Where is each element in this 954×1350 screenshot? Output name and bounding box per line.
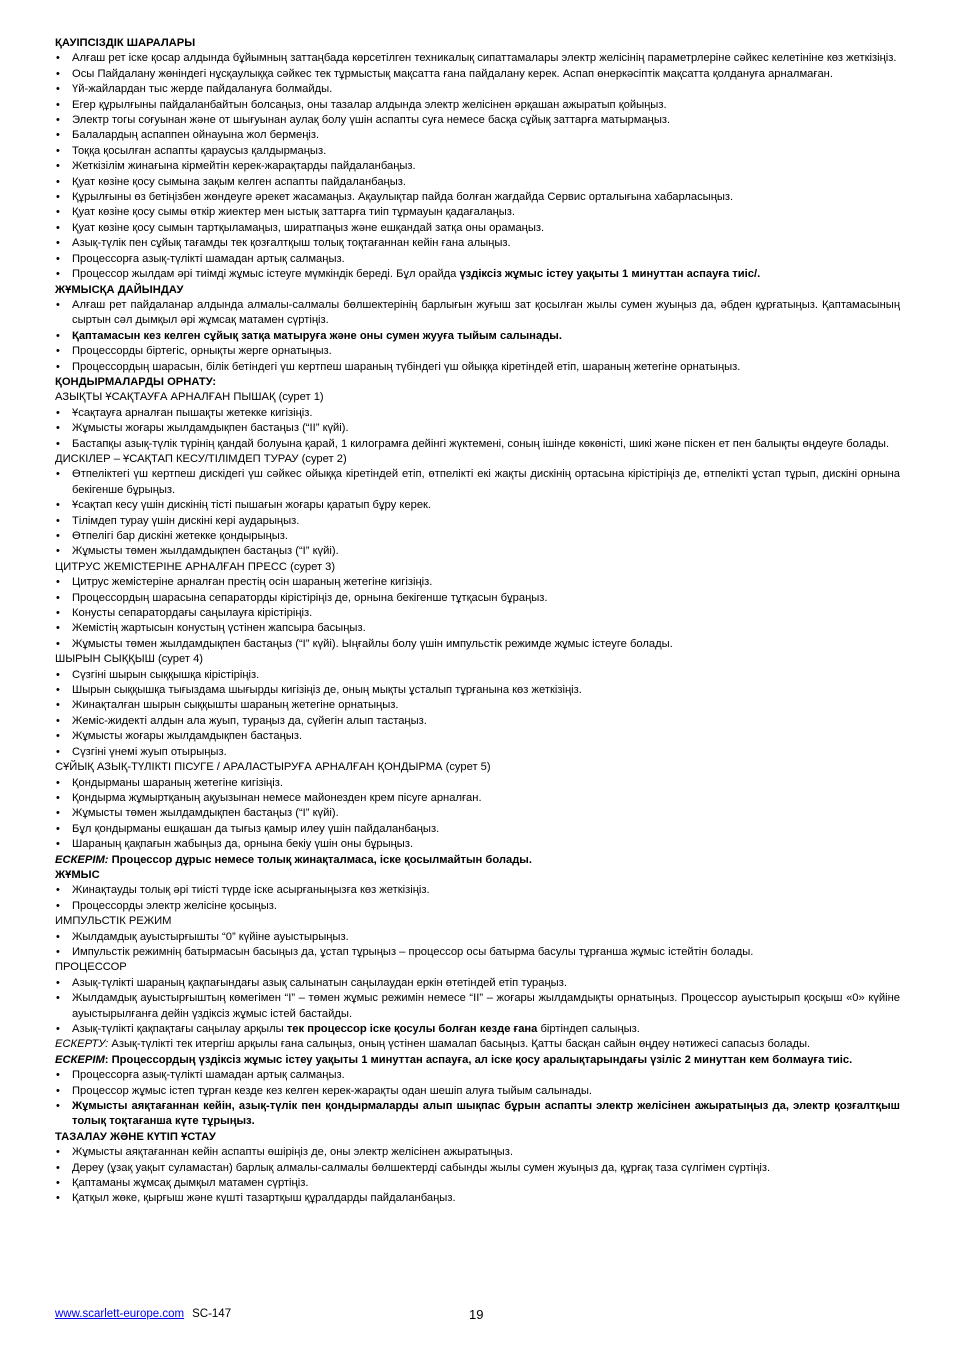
note-paragraph <box>55 853 900 868</box>
list-item <box>55 822 900 837</box>
list-item <box>55 1084 900 1099</box>
text-run: Азық-түлік пен сұйық тағамды тек қозғалтқыш толық тоқтағаннан кейін ғана алыңыз. <box>72 237 511 250</box>
text-run: Процессорды біртегіс, орнықты жерге орнатыңыз. <box>72 345 332 358</box>
list-item <box>55 529 900 544</box>
text-run: Өтпелігі бар дискіні жетекке қондырыңыз. <box>72 530 289 542</box>
list-item <box>55 745 900 760</box>
list-item <box>55 544 900 559</box>
text-run: Процессор дұрыс немесе толық жинақталмаса, іске қосылмайтын болады. <box>108 853 532 866</box>
section-heading: ЖҰМЫС <box>55 868 100 881</box>
list-item <box>55 252 900 267</box>
text-run: Жұмысты жоғары жылдамдықпен бастаңыз. <box>72 730 303 743</box>
bullet-list <box>55 668 900 760</box>
list-item <box>55 976 900 991</box>
subsection-heading: АЗЫҚТЫ ҰСАҚТАУҒА АРНАЛҒАН ПЫШАҚ (сурет 1) <box>55 391 324 404</box>
list-item <box>55 806 900 821</box>
list-item <box>55 329 900 344</box>
list-item <box>55 1161 900 1176</box>
list-item <box>55 128 900 143</box>
list-item <box>55 205 900 220</box>
text-run: : Процессордың үздіксіз жұмыс істеу уақыты 1 минуттан аспауға, ал іске қосу аралықтарындағы үзіліс 2 минуттан кем болмауға тиіс. <box>104 1053 853 1066</box>
text-run: Цитрус жемістеріне арналған престің осін шараның жетегіне кигізіңіз. <box>72 576 433 589</box>
text-run: Қаптаманы жұмсақ дымқыл матамен сүртіңіз. <box>72 1177 309 1190</box>
text-run: Осы Пайдалану жөніндегі нұсқаулыққа сәйкес тек тұрмыстық мақсатта ғана пайдалану керек. Аспап өнеркәсіптік мақсатта қолдануға арналмаған. <box>72 67 833 80</box>
list-item <box>55 1191 900 1206</box>
section-heading: ҚОНДЫРМАЛАРДЫ ОРНАТУ: <box>55 375 217 388</box>
page-number: 19 <box>469 1307 484 1322</box>
list-item <box>55 668 900 683</box>
list-item <box>55 1068 900 1083</box>
list-item <box>55 1022 900 1037</box>
text-run: Үй-жайлардан тыс жерде пайдалануға болмайды. <box>72 83 333 96</box>
list-item <box>55 175 900 190</box>
text-run: ЕСКЕРІМ: <box>55 853 109 866</box>
text-run: Құрылғыны өз бетіңізбен жөндеуге әрекет жасамаңыз. Ақаулықтар пайда болған жағдайда Сервис орталығына хабарласыңыз. <box>72 191 734 204</box>
bullet-list <box>55 298 900 375</box>
list-item <box>55 683 900 698</box>
bullet-list <box>55 467 900 559</box>
text-run: Қуат көзіне қосу сымына зақым келген аспапты пайдаланбаңыз. <box>72 175 407 188</box>
list-item <box>55 791 900 806</box>
list-item <box>55 82 900 97</box>
text-run: Сүзгіні шырын сыққышқа кірістіріңіз. <box>72 668 260 681</box>
list-item <box>55 360 900 375</box>
list-item <box>55 575 900 590</box>
text-run: Жұмысты төмен жылдамдықпен бастаңыз (“I” күйі). <box>72 807 339 820</box>
text-run: Жұмысты аяқтағаннан кейін аспапты өшіріңіз де, оны электр желісінен ажыратыңыз. <box>72 1146 513 1159</box>
text-run: Жинақталған шырын сыққышты шараның жетегіне орнатыңыз. <box>72 699 399 712</box>
list-item <box>55 467 900 498</box>
note-paragraph <box>55 1053 900 1068</box>
list-item <box>55 236 900 251</box>
text-run: Импульстік режимнің батырмасын басыңыз да, ұстап тұрыңыз – процессор осы батырма басулы тұрғанша жұмыс істейтін болады. <box>72 945 754 958</box>
text-run: үздіксіз жұмыс істеу уақыты 1 минуттан аспауға тиіс/. <box>459 268 761 281</box>
text-run: Жылдамдық ауыстырғыштың көмегімен “I” – төмен жұмыс режимін немесе “II” – жоғары жылдамдықты орнатыңыз. Процессор ауыстырып қосқыш «0» күйіне ауыстырылғанға дейін үздіксіз жұмыс істей бастайды. <box>72 992 900 1020</box>
text-run: Шырын сыққышқа тығыздама шығырды кигізіңіз де, оның мықты ұсталып тұрғанына көз жеткізіңіз. <box>72 684 582 697</box>
list-item <box>55 98 900 113</box>
text-run: Процессордың шарасын, білік бетіндегі үш кертпеш шараның түбіндегі үш ойыққа кіретіндей етіп, шараның жетегіне орнатыңыз. <box>72 360 741 373</box>
subsection-heading: ПРОЦЕССОР <box>55 961 127 974</box>
text-run: Жинақтауды толық әрі тиісті түрде іске асырғаныңызға көз жеткізіңіз. <box>72 884 430 897</box>
list-item <box>55 437 900 452</box>
list-item <box>55 883 900 898</box>
text-run: Жемістің жартысын конустың үстінен жапсыра басыңыз. <box>72 622 366 635</box>
text-run: Қатқыл жөке, қырғыш және күшті тазартқыш құралдарды пайдаланбаңыз. <box>72 1192 456 1205</box>
text-run: Конусты сепаратордағы саңылауға кірістіріңіз. <box>72 607 313 620</box>
list-item <box>55 498 900 513</box>
text-run: Жылдамдық ауыстырғышты “0” күйіне ауыстырыңыз. <box>72 930 349 943</box>
model-number: SC-147 <box>192 1308 232 1320</box>
list-item <box>55 514 900 529</box>
text-run: ЕСКЕРІМ <box>55 1053 105 1066</box>
text-run: Процессордың шарасына сепараторды кірістіріңіз де, орнына бекігенше тұтқасын бұраңыз. <box>72 591 548 604</box>
bullet-list <box>55 976 900 1038</box>
text-run: Процессор жұмыс істеп тұрған кезде кез келген керек-жарақты одан шешіп алуға тыйым салынады. <box>72 1084 593 1097</box>
list-item <box>55 190 900 205</box>
text-run: Қуат көзіне қосу сымын тартқыламаңыз, ширатпаңыз және ешқандай затқа оны орамаңыз. <box>72 221 545 234</box>
text-run: Қуат көзіне қосу сымы өткір жиектер мен ыстық заттарға тиіп тұрмауын қадағалаңыз. <box>72 206 516 219</box>
text-run: Процессор жылдам әрі тиімді жұмыс істеуге мүмкіндік береді. Бұл орайда <box>72 268 460 281</box>
text-run: Өтпеліктегі үш кертпеш дискідегі үш сәйкес ойыққа кіретіндей етіп, өтпелікті екі жақты дискінің ортасына кірістіріңіз де, өтпелікті ұстап тұрып, дискіні орнына бекігенше бұрыңыз. <box>72 468 900 496</box>
list-item <box>55 729 900 744</box>
bullet-list <box>55 1145 900 1207</box>
text-run: Балалардың аспаппен ойнауына жол бермеңіз. <box>72 129 320 142</box>
list-item <box>55 621 900 636</box>
text-run: Сүзгіні үнемі жуып отырыңыз. <box>72 745 227 758</box>
text-run: Процессорға азық-түлікті шамадан артық салмаңыз. <box>72 252 345 265</box>
list-item <box>55 344 900 359</box>
section-heading: ТАЗАЛАУ ЖӘНЕ КҮТІП ҰСТАУ <box>55 1130 216 1143</box>
section-heading: ЖҰМЫСҚА ДАЙЫНДАУ <box>55 283 184 296</box>
text-run: Жұмысты жоғары жылдамдықпен бастаңыз (“II” күйі). <box>72 422 349 435</box>
subsection-heading: ШЫРЫН СЫҚҚЫШ (сурет 4) <box>55 653 204 666</box>
list-item <box>55 698 900 713</box>
subsection-heading: ИМПУЛЬСТІК РЕЖИМ <box>55 915 172 928</box>
text-run: ЕСКЕРТУ: <box>55 1038 109 1051</box>
text-run: Бастапқы азық-түлік түрінің қандай болуына қарай, 1 килограмға дейінгі жүктемені, соның ішінде көкөністі, шикі және піскен ет пен балықты өңдеуге болады. <box>72 437 890 450</box>
bullet-list <box>55 883 900 914</box>
text-run: Тоққа қосылған аспапты қараусыз қалдырмаңыз. <box>72 144 327 157</box>
text-run: Жұмысты аяқтағаннан кейін, азық-түлік пен қондырмаларды алып шықпас бұрын аспапты электр желісінен ажыратыңыз да, электр қозғалтқыш толық тоқтағанша күте тұрыңыз. <box>72 1100 900 1128</box>
list-item <box>55 637 900 652</box>
list-item <box>55 899 900 914</box>
text-run: Бұл қондырманы ешқашан да тығыз қамыр илеу үшін пайдаланбаңыз. <box>72 822 440 835</box>
section-heading: ҚАУІПСІЗДІК ШАРАЛАРЫ <box>55 37 196 49</box>
text-run: Егер құрылғыны пайдаланбайтын болсаңыз, оны тазалар алдында электр желісінен әрқашан ажыратып қойыңыз. <box>72 98 667 111</box>
list-item <box>55 714 900 729</box>
text-run: Жұмысты төмен жылдамдықпен бастаңыз (“I” күйі). <box>72 545 339 558</box>
text-run: Процессорға азық-түлікті шамадан артық салмаңыз. <box>72 1069 345 1082</box>
text-run: тек процессор іске қосулы болған кезде ғана <box>286 1023 538 1035</box>
text-run: Азық-түлікті тек итергіш арқылы ғана салыңыз, оның үстінен шамалап басыңыз. Қатты басқан сайын өңдеу нәтижесі сапасыз болады. <box>108 1038 811 1051</box>
text-run: Азық-түлікті шараның қақпағындағы азық салынатын саңылаудан еркін өтетіндей етіп тураңыз. <box>72 976 567 989</box>
list-item <box>55 606 900 621</box>
website-link[interactable]: www.scarlett-europe.com <box>55 1308 185 1320</box>
text-run: Азық-түлікті қақпақтағы саңылау арқылы <box>72 1023 287 1035</box>
text-run: Тілімдеп турау үшін дискіні кері аударыңыз. <box>72 514 300 527</box>
text-run: Дереу (ұзақ уақыт суламастан) барлық алмалы-салмалы бөлшектерді сабынды жылы сумен жуыңыз да, құрғақ таза сүлгімен сүртіңіз. <box>72 1161 771 1174</box>
bullet-list <box>55 51 900 282</box>
list-item <box>55 159 900 174</box>
text-run: Жеміс-жидекті алдын ала жуып, тураңыз да, сүйегін алып тастаңыз. <box>72 714 427 727</box>
list-item <box>55 1099 900 1130</box>
text-run: Процессорды электр желісіне қосыңыз. <box>72 899 277 912</box>
document-body <box>55 36 900 1207</box>
text-run: Қондырманы шараның жетегіне кигізіңіз. <box>72 776 283 789</box>
list-item <box>55 51 900 66</box>
subsection-heading: СҰЙЫҚ АЗЫҚ-ТҮЛІКТІ ПІСУГЕ / АРАЛАСТЫРУҒА АРНАЛҒАН ҚОНДЫРМА (сурет 5) <box>55 761 491 774</box>
bullet-list <box>55 930 900 961</box>
list-item <box>55 144 900 159</box>
page-footer <box>55 1307 900 1327</box>
text-run: Ұсақтап кесу үшін дискінің тісті пышағын жоғары қаратып бұру керек. <box>72 499 432 512</box>
bullet-list <box>55 406 900 452</box>
list-item <box>55 421 900 436</box>
subsection-heading: ДИСКІЛЕР – ҰСАҚТАП КЕСУ/ТІЛІМДЕП ТУРАУ (сурет 2) <box>55 452 347 465</box>
text-run: Жеткізілім жинағына кірмейтін керек-жарақтарды пайдаланбаңыз. <box>72 160 416 173</box>
list-item <box>55 1176 900 1191</box>
bullet-list <box>55 575 900 652</box>
text-run: Алғаш рет іске қосар алдында бұйымның заттаңбада көрсетілген техникалық сипаттамалары электр желісінің параметрлеріне сәйкес келетініне көз жеткізіңіз. <box>72 52 897 65</box>
bullet-list <box>55 776 900 853</box>
text-run: Электр тогы соғуынан және от шығуынан аулақ болу үшін аспапты суға немесе басқа сұйық заттарға матырмаңыз. <box>72 114 671 127</box>
list-item <box>55 991 900 1022</box>
list-item <box>55 1145 900 1160</box>
text-run: Қондырма жұмыртқаның ақуызынан немесе майонезден крем пісуге арналған. <box>72 791 482 804</box>
list-item <box>55 221 900 236</box>
text-run: Жұмысты төмен жылдамдықпен бастаңыз (“I” күйі). Ыңғайлы болу үшін импульстік режимде жұмыс істеуге болады. <box>72 637 673 650</box>
list-item <box>55 298 900 329</box>
list-item <box>55 113 900 128</box>
bullet-list <box>55 1068 900 1130</box>
list-item <box>55 267 900 282</box>
text-run: Қаптамасын кез келген сұйық затқа матыруға және оны сумен жууға тыйым салынады. <box>72 329 562 342</box>
text-run: Шараның қақпағын жабыңыз да, орнына бекіу үшін оны бұрыңыз. <box>72 838 414 851</box>
note-paragraph <box>55 1037 900 1052</box>
text-run: Ұсақтауға арналған пышақты жетекке кигізіңіз. <box>72 406 313 419</box>
subsection-heading: ЦИТРУС ЖЕМІСТЕРІНЕ АРНАЛҒАН ПРЕСС (сурет 3) <box>55 560 336 573</box>
list-item <box>55 776 900 791</box>
text-run: біртіндеп салыңыз. <box>537 1023 640 1035</box>
list-item <box>55 837 900 852</box>
list-item <box>55 67 900 82</box>
list-item <box>55 930 900 945</box>
list-item <box>55 945 900 960</box>
text-run: Алғаш рет пайдаланар алдында алмалы-салмалы бөлшектерінің барлығын жуғыш зат қосылған жылы сумен жуыңыз да, әбден құрғатыңыз. Қаптамасының сыртын сәл дымқыл әрі жұмсақ матамен сүртіңіз. <box>72 298 900 327</box>
list-item <box>55 406 900 421</box>
list-item <box>55 591 900 606</box>
